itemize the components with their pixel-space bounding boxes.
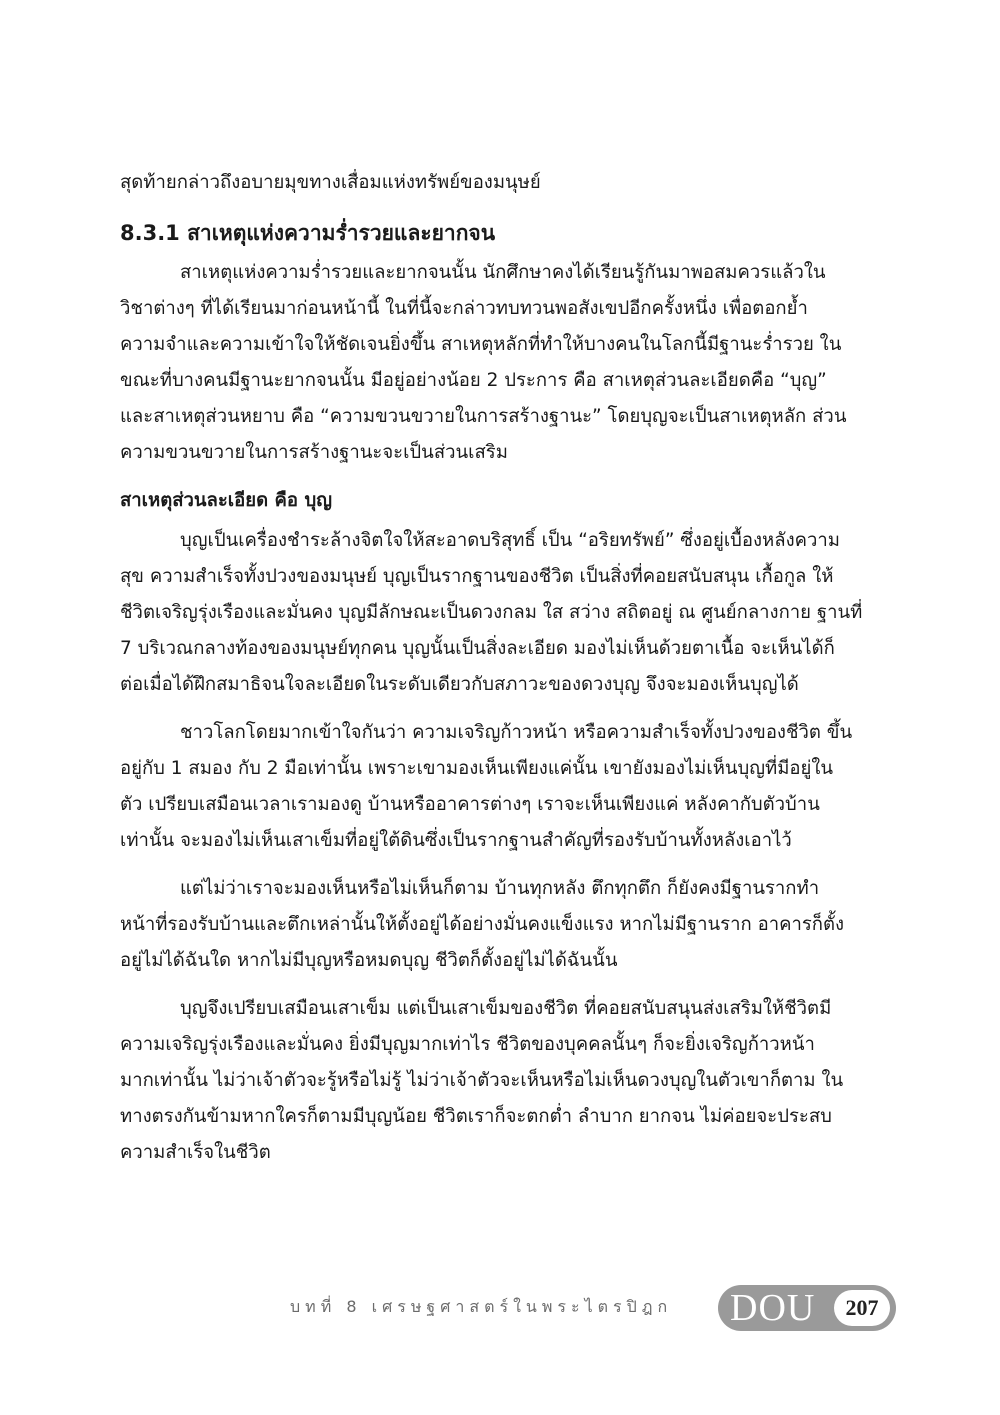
intro-line: สุดท้ายกล่าวถึงอบายมุขทางเสื่อมแห่งทรัพย์ของมนุษย์: [120, 172, 541, 193]
subsection-heading: สาเหตุส่วนละเอียด คือ บุญ: [120, 490, 332, 511]
dou-logo-badge: [718, 1285, 896, 1331]
paragraph-line: 7 บริเวณกลางท้องของมนุษย์ทุกคน บุญนั้นเป็นสิ่งละเอียด มองไม่เห็นด้วยตาเนื้อ จะเห็นได้ก็: [120, 638, 835, 659]
paragraph-line: ทางตรงกันข้ามหากใครก็ตามมีบุญน้อย ชีวิตเราก็จะตกต่ำ ลำบาก ยากจน ไม่ค่อยจะประสบ: [120, 1106, 832, 1127]
paragraph-line: อยู่กับ 1 สมอง กับ 2 มือเท่านั้น เพราะเขามองเห็นเพียงแค่นั้น เขายังมองไม่เห็นบุญที่มีอยู่ใน: [120, 758, 834, 779]
paragraph-line: สาเหตุแห่งความร่ำรวยและยากจนนั้น นักศึกษาคงได้เรียนรู้กันมาพอสมควรแล้วใน: [180, 262, 826, 283]
paragraph-line: หน้าที่รองรับบ้านและตึกเหล่านั้นให้ตั้งอยู่ได้อย่างมั่นคงแข็งแรง หากไม่มีฐานราก อาคารก็ตั้ง: [120, 914, 845, 935]
paragraph-line: ต่อเมื่อได้ฝึกสมาธิจนใจละเอียดในระดับเดียวกับสภาวะของดวงบุญ จึงจะมองเห็นบุญได้: [120, 674, 799, 695]
paragraph-line: มากเท่านั้น ไม่ว่าเจ้าตัวจะรู้หรือไม่รู้ ไม่ว่าเจ้าตัวจะเห็นหรือไม่เห็นดวงบุญในตัวเขาก็ตาม ใน: [120, 1070, 844, 1091]
page-footer: [290, 1285, 896, 1331]
dou-logo-text: DOU: [730, 1287, 816, 1329]
paragraph-line: ตัว เปรียบเสมือนเวลาเรามองดู บ้านหรืออาคารต่างๆ เราจะเห็นเพียงแค่ หลังคากับตัวบ้าน: [120, 794, 820, 815]
paragraph-line: อยู่ไม่ได้ฉันใด หากไม่มีบุญหรือหมดบุญ ชีวิตก็ตั้งอยู่ไม่ได้ฉันนั้น: [120, 950, 618, 971]
paragraph-line: ความจำและความเข้าใจให้ชัดเจนยิ่งขึ้น สาเหตุหลักที่ทำให้บางคนในโลกนี้มีฐานะร่ำรวย ใน: [120, 334, 842, 355]
section-paragraph-1: [120, 255, 896, 471]
page-number: 207: [834, 1290, 890, 1326]
paragraph-line: แต่ไม่ว่าเราจะมองเห็นหรือไม่เห็นก็ตาม บ้านทุกหลัง ตึกทุกตึก ก็ยังคงมีฐานรากทำ: [180, 878, 820, 899]
paragraph-line: ชีวิตเจริญรุ่งเรืองและมั่นคง บุญมีลักษณะเป็นดวงกลม ใส สว่าง สถิตอยู่ ณ ศูนย์กลางกาย ฐานที่: [120, 602, 863, 623]
paragraph-line: ความสำเร็จในชีวิต: [120, 1142, 271, 1163]
paragraph-line: บุญเป็นเครื่องชำระล้างจิตใจให้สะอาดบริสุทธิ์ เป็น “อริยทรัพย์” ซึ่งอยู่เบื้องหลังความ: [180, 530, 840, 551]
section-heading: 8.3.1 สาเหตุแห่งความร่ำรวยและยากจน: [120, 221, 496, 245]
paragraph-line: ชาวโลกโดยมากเข้าใจกันว่า ความเจริญก้าวหน้า หรือความสำเร็จทั้งปวงของชีวิต ขึ้น: [180, 722, 853, 743]
paragraph-line: ความเจริญรุ่งเรืองและมั่นคง ยิ่งมีบุญมากเท่าไร ชีวิตของบุคคลนั้นๆ ก็จะยิ่งเจริญก้าวหน้า: [120, 1034, 815, 1055]
paragraph-line: วิชาต่างๆ ที่ได้เรียนมาก่อนหน้านี้ ในที่นี้จะกล่าวทบทวนพอสังเขปอีกครั้งหนึ่ง เพื่อตอกย้ำ: [120, 298, 808, 319]
paragraph-line: ขณะที่บางคนมีฐานะยากจนนั้น มีอยู่อย่างน้อย 2 ประการ คือ สาเหตุส่วนละเอียดคือ “บุญ”: [120, 370, 827, 391]
paragraph-line: และสาเหตุส่วนหยาบ คือ “ความขวนขวายในการสร้างฐานะ” โดยบุญจะเป็นสาเหตุหลัก ส่วน: [120, 406, 847, 427]
page-body: [120, 165, 896, 1183]
chapter-title: บทที่ 8 เศรษฐศาสตร์ในพระไตรปิฎก: [290, 1297, 673, 1316]
subsection-paragraph-1: [120, 523, 896, 703]
subsection-paragraph-3: [120, 871, 896, 979]
paragraph-line: บุญจึงเปรียบเสมือนเสาเข็ม แต่เป็นเสาเข็มของชีวิต ที่คอยสนับสนุนส่งเสริมให้ชีวิตมี: [180, 998, 832, 1019]
subsection-paragraph-2: [120, 715, 896, 859]
paragraph-line: สุข ความสำเร็จทั้งปวงของมนุษย์ บุญเป็นรากฐานของชีวิต เป็นสิ่งที่คอยสนับสนุน เกื้อกูล ให้: [120, 566, 834, 587]
subsection-paragraph-4: [120, 991, 896, 1171]
paragraph-line: ความขวนขวายในการสร้างฐานะจะเป็นส่วนเสริม: [120, 442, 508, 463]
paragraph-line: เท่านั้น จะมองไม่เห็นเสาเข็มที่อยู่ใต้ดินซึ่งเป็นรากฐานสำคัญที่รองรับบ้านทั้งหลังเอาไว้: [120, 830, 792, 851]
